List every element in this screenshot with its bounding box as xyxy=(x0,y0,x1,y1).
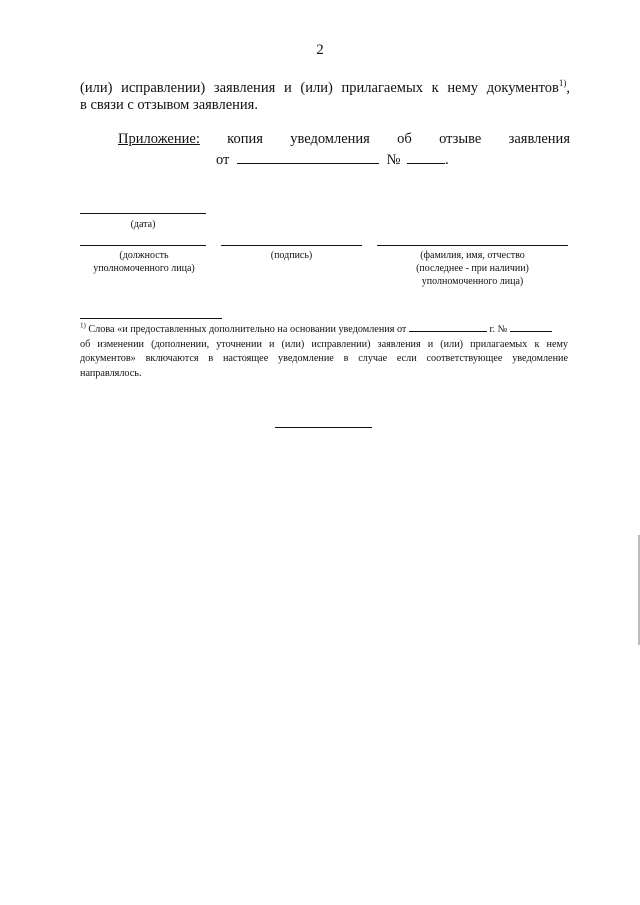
attachment-word: об xyxy=(397,131,412,147)
attachment-word: копия xyxy=(227,131,263,147)
footnote-line-1 xyxy=(80,322,568,338)
signature-line xyxy=(221,245,362,246)
name-caption-line: (фамилия, имя, отчество xyxy=(420,250,525,261)
attachment-row-1 xyxy=(118,131,570,148)
position-caption xyxy=(64,249,224,275)
footnote-date-blank xyxy=(409,322,487,332)
footnote-number-blank xyxy=(510,322,552,332)
date-blank xyxy=(237,151,379,164)
page-number: 2 xyxy=(316,42,324,58)
name-line xyxy=(377,245,568,246)
body-line-2: в связи с отзывом заявления. xyxy=(80,97,258,113)
footnote-ref: 1) xyxy=(558,78,567,89)
footnote-line-4: направлялось. xyxy=(80,367,142,379)
footnote-marker: 1) xyxy=(80,321,86,330)
footnote-line-2: об изменении (дополнении, уточнении и (или) исправлении) заявления и (или) прилагаемых к нему xyxy=(80,338,568,350)
position-line xyxy=(80,245,206,246)
attachment-label: Приложение: xyxy=(118,131,200,147)
footnote-separator xyxy=(80,318,222,319)
attachment-word: уведомления xyxy=(290,131,370,147)
attachment-from-label: от xyxy=(216,152,230,168)
body-line-1-tail: , xyxy=(566,80,570,96)
position-caption-line: уполномоченного лица) xyxy=(93,263,195,274)
position-caption-line: (должность xyxy=(119,250,169,261)
attachment-end-dot: . xyxy=(445,152,449,168)
attachment-word: заявления xyxy=(508,131,570,147)
name-caption-line: (последнее - при наличии) xyxy=(416,263,529,274)
body-line-1-text: (или) исправлении) заявления и (или) прилагаемых к нему документов xyxy=(80,80,559,96)
footnote-year: г. № xyxy=(489,324,508,335)
number-sign: № xyxy=(386,152,401,168)
attachment-block xyxy=(118,131,570,168)
number-blank xyxy=(407,151,445,164)
attachment-word: отзыве xyxy=(439,131,482,147)
signature-caption: (подпись) xyxy=(270,250,313,261)
end-line xyxy=(275,427,372,428)
attachment-row-2 xyxy=(216,151,449,169)
date-line xyxy=(80,213,206,214)
name-caption xyxy=(377,249,568,288)
footnote-line-3: документов» включаются в настоящее уведомление в случае если соответствующее уведомление xyxy=(80,353,568,364)
date-caption: (дата) xyxy=(130,219,156,230)
footnote xyxy=(80,322,568,381)
footnote-text: Слова «и предоставленных дополнительно на основании уведомления от xyxy=(88,324,407,335)
name-caption-line: уполномоченного лица) xyxy=(421,276,524,287)
